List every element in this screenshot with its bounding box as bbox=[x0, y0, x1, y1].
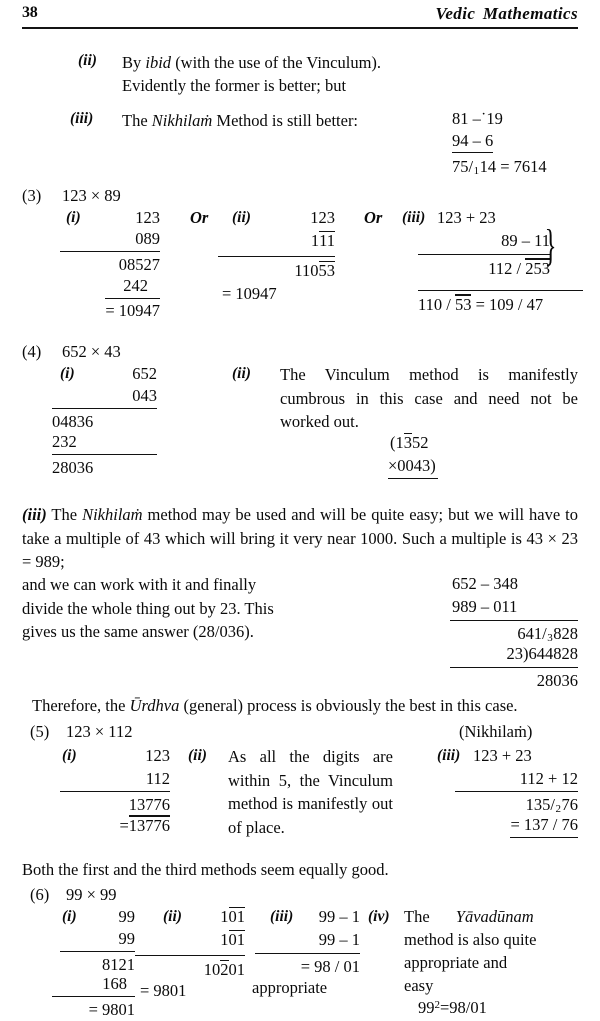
ex6-col3-row3: = 98 / 01 bbox=[255, 953, 360, 977]
item-iii-label: (iii) bbox=[70, 110, 94, 127]
ex4-col1-row3: 04836 bbox=[52, 408, 157, 432]
therefore-urdhva: Ūrdhva bbox=[129, 696, 180, 715]
ex6-col3-row2: 99 – 1 bbox=[318, 930, 360, 949]
ex5-nikhilam-tag: (Nikhilaṁ) bbox=[459, 722, 533, 741]
ex5-title: 123 × 112 bbox=[66, 722, 133, 741]
therefore-line: Therefore, the Ūrdhva (general) process is obviously the best in this case. bbox=[32, 696, 518, 715]
ex5-col3-row1: 123 + 23 bbox=[473, 746, 532, 765]
ex6-number: (6) bbox=[30, 885, 50, 904]
both-methods-line: Both the first and the third methods seem equally good. bbox=[22, 860, 389, 879]
ex5-col1-row4-vinculum: 13776 bbox=[128, 816, 170, 835]
ex3-col1-row4: 242 bbox=[123, 276, 148, 295]
ex4-col1-row5: 28036 bbox=[52, 454, 157, 478]
ex5-col1-label: (i) bbox=[62, 747, 77, 764]
ex4-title: 652 × 43 bbox=[62, 342, 121, 361]
ex4-col2-work-line1: (1352 bbox=[390, 433, 429, 452]
ex5-col1-row3: 13776 bbox=[60, 791, 170, 815]
ex6-col4-line3: appropriate and bbox=[404, 953, 508, 972]
ex6-col4-line2: method is also quite bbox=[404, 930, 537, 949]
para-iii-continued: and we can work with it and finally divide the whole thing out by 23. This gives us the same answer (28/036). bbox=[22, 575, 274, 641]
book-title: Vedic Mathematics bbox=[435, 4, 578, 23]
ex6-col2-row4: = 9801 bbox=[140, 981, 187, 1000]
item-ii-line2: Evidently the former is better; but bbox=[122, 76, 347, 95]
ex3-col3-row3-vinculum: 253 bbox=[525, 259, 550, 278]
ex3-col1-row2: 089 bbox=[135, 229, 160, 248]
top-work-line3 bbox=[452, 156, 547, 182]
ex4-col1-label: (i) bbox=[60, 365, 75, 382]
item-ii-line1 bbox=[122, 52, 522, 74]
ex5-col2-label: (ii) bbox=[188, 747, 207, 764]
para-iii-work-line4: 23)644828 bbox=[506, 644, 578, 663]
ex5-col1-row2: 112 bbox=[145, 769, 170, 788]
ex6-col1-label: (i) bbox=[62, 908, 77, 925]
ex6-col1-row3: 8121 bbox=[60, 951, 135, 975]
para-iii-work-line3: $641/_3828$ bbox=[450, 620, 578, 649]
ex6-col2-row3-vinculum: 2 bbox=[220, 960, 229, 979]
ex5-col2-text: As all the digits are within 5, the Vinculum method is manifestly out of place. bbox=[228, 747, 393, 837]
ex3-col1-row5: = 10947 bbox=[55, 298, 160, 321]
ex6-col2-row1-vinculum: 01 bbox=[228, 907, 245, 926]
ex6-col2-row1: 101 bbox=[220, 907, 245, 926]
ex5-col1-row4: =13776 bbox=[119, 816, 170, 835]
ex6-col4-line1: The Yāvadūnam bbox=[404, 907, 534, 926]
ex5-col3-row4: = 137 / 76 bbox=[455, 814, 578, 840]
ex4-col1-row2: 043 bbox=[132, 386, 157, 405]
ex6-col3-row1: 99 – 1 bbox=[318, 907, 360, 926]
para-iii-label: (iii) bbox=[22, 505, 47, 524]
ex4-col1-row4: 232 bbox=[52, 432, 77, 451]
ex3-col3-row2: 89 – 11 bbox=[501, 231, 550, 250]
ex6-col4-label: (iv) bbox=[368, 908, 390, 925]
ex3-col2-row2: 111 bbox=[310, 231, 335, 250]
item-iii-nikhilam: Nikhilaṁ bbox=[151, 111, 213, 130]
ex6-col4-line4: easy bbox=[404, 976, 434, 995]
ex6-col2-label: (ii) bbox=[163, 908, 182, 925]
ex5-col3-label: (iii) bbox=[437, 747, 461, 764]
top-work-line3-sub: 1 bbox=[473, 165, 480, 178]
item-ii-ibid: ibid bbox=[145, 53, 172, 72]
ex4-col2-work-vinculum: 3 bbox=[403, 433, 412, 452]
ex6-col4-line5: $99^2=98/01$ bbox=[418, 997, 487, 1017]
ex6-col1-row2: 99 bbox=[118, 929, 135, 948]
ex3-title: 123 × 89 bbox=[62, 186, 121, 205]
ex3-col3-row3: 112 / 253 bbox=[418, 254, 550, 279]
ex4-col1-row1: 652 bbox=[132, 364, 157, 383]
ex3-col3-row1: 123 + 23 bbox=[437, 208, 496, 227]
item-iii-text-a: The bbox=[122, 111, 152, 130]
ex6-col2-row3: 10201 bbox=[135, 955, 245, 980]
ex4-col2-work-line2: ×0043) bbox=[388, 455, 438, 479]
top-work-line1: 81 –˙19 bbox=[452, 109, 503, 128]
top-work-line3-left: 75/ bbox=[452, 157, 474, 176]
ex6-col3-label: (iii) bbox=[270, 908, 294, 925]
para-iii-nikhilam: Nikhilaṁ bbox=[82, 505, 143, 524]
ex4-col2-text: The Vinculum method is manifestly cumbrous in this case and need not be worked out. bbox=[280, 365, 578, 431]
top-work-line3-right: 14 = 7614 bbox=[479, 157, 547, 176]
item-ii-label: (ii) bbox=[78, 52, 97, 69]
ex6-col2-row2: 101 bbox=[220, 930, 245, 949]
para-iii-work-line2: 989 – 011 bbox=[452, 597, 518, 616]
ex4-number: (4) bbox=[22, 342, 42, 361]
para-iii-work-line5: 28036 bbox=[450, 667, 578, 691]
ex6-col1-row1: 99 bbox=[118, 907, 135, 926]
ex6-col2-row2-vinculum: 01 bbox=[228, 930, 245, 949]
ex3-col1-label: (i) bbox=[66, 209, 81, 226]
ex3-col2-label: (ii) bbox=[232, 209, 251, 226]
ex3-or-1: Or bbox=[190, 208, 209, 227]
ex3-col2-row4: = 10947 bbox=[222, 284, 277, 303]
ex3-col2-row1: 123 bbox=[310, 208, 335, 227]
ex4-col2-label: (ii) bbox=[232, 365, 251, 382]
para-iii-work-line1: 652 – 348 bbox=[452, 574, 518, 593]
ex3-col2-row3-vinculum: 53 bbox=[318, 261, 335, 280]
ex5-col1-row1: 123 bbox=[145, 746, 170, 765]
ex6-col3-row4: appropriate bbox=[252, 978, 328, 997]
ex3-right-brace: } bbox=[544, 221, 557, 270]
ex6-title: 99 × 99 bbox=[66, 885, 117, 904]
item-iii-text-c: Method is still better: bbox=[212, 111, 359, 130]
ex6-col1-row4: 168 bbox=[102, 974, 127, 993]
ex5-col3-row2: 112 + 12 bbox=[519, 769, 578, 788]
ex5-col3-row3: $135/_276$ bbox=[455, 791, 578, 820]
item-iii-text bbox=[122, 110, 358, 132]
item-ii-text-c: (with the use of the Vinculum). bbox=[171, 53, 382, 72]
ex3-number: (3) bbox=[22, 186, 42, 205]
ex6-col1-row5: = 9801 bbox=[52, 996, 135, 1020]
ex3-col1-row1: 123 bbox=[135, 208, 160, 227]
ex3-col1-row3: 08527 bbox=[60, 251, 160, 275]
top-work-line2: 94 – 6 bbox=[452, 130, 493, 155]
ex5-number: (5) bbox=[30, 722, 50, 741]
ex3-or-2: Or bbox=[364, 208, 383, 227]
para-iii-block: (iii) The Nikhilaṁ method may be used and will be quite easy; but we will have to take a multiple of 43 which will bring it very near 1000. Such a multiple is 43 × 23 = 989; bbox=[22, 505, 578, 571]
ex3-col3-label: (iii) bbox=[402, 209, 426, 226]
page-number: 38 bbox=[22, 4, 38, 21]
ex6-col4-yavadunam: Yāvadūnam bbox=[455, 907, 534, 926]
ex3-col2-row2-vinculum: 11 bbox=[319, 231, 335, 250]
item-ii-text-a: By bbox=[122, 53, 146, 72]
ex3-col2-row3: 11053 bbox=[218, 256, 335, 281]
ex3-col3-row4-vinculum: 53 bbox=[454, 295, 472, 314]
ex3-col3-row4: 110 / 53 = 109 / 47 bbox=[418, 290, 583, 315]
header-divider-rule bbox=[22, 27, 578, 29]
